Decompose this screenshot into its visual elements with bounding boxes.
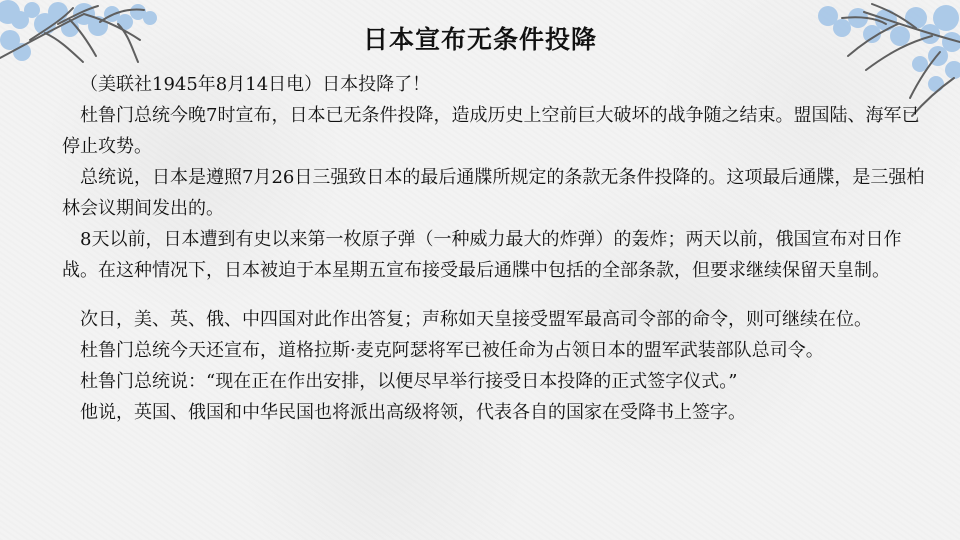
paragraph-announcement: 杜鲁门总统今晚7时宣布，日本已无条件投降，造成历史上空前巨大破坏的战争随之结束。盟国陆、海军已停止攻势。 [62,105,920,157]
paragraph-signatories: 他说，英国、俄国和中华民国也将派出高级将领，代表各自的国家在受降书上签字。 [80,402,746,423]
paragraph-ceremony: 杜鲁门总统说：“现在正在作出安排，以便尽早举行接受日本投降的正式签字仪式。” [80,371,738,392]
page-title: 日本宣布无条件投降 [362,25,597,54]
paragraph-atomic-bomb: 8天以前，日本遭到有史以来第一枚原子弹（一种威力最大的炸弹）的轰炸；两天以前，俄国宣布对日作战。在这种情况下，日本被迫于本星期五宣布接受最后通牒中包括的全部条款，但要求继续保留天皇制。 [62,229,902,281]
paragraph-ultimatum: 总统说，日本是遵照7月26日三强致日本的最后通牒所规定的条款无条件投降的。这项最后通牒，是三强柏林会议期间发出的。 [62,167,925,219]
paragraph-allied-reply: 次日，美、英、俄、中四国对此作出答复；声称如天皇接受盟军最高司令部的命令，则可继续在位。 [80,309,872,330]
paragraph-dateline: （美联社1945年8月14日电）日本投降了！ [80,74,431,95]
article-body [62,69,927,428]
paragraph-macarthur: 杜鲁门总统今天还宣布，道格拉斯·麦克阿瑟将军已被任命为占领日本的盟军武装部队总司令。 [80,340,824,361]
